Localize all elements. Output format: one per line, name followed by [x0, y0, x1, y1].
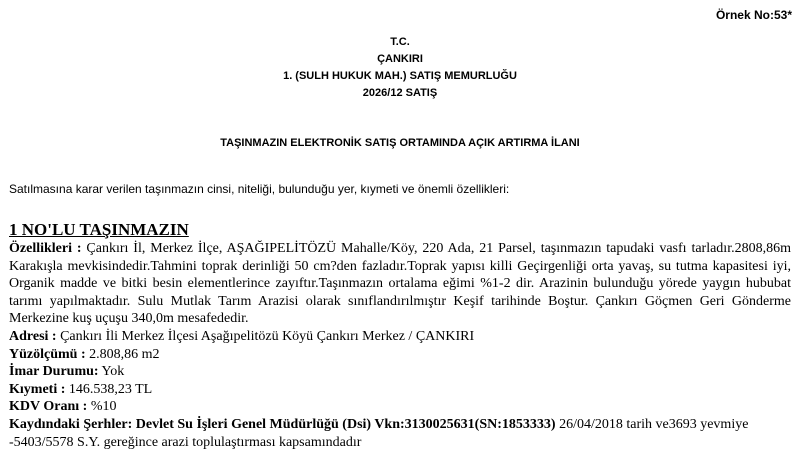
address-value: Çankırı İli Merkez İlçesi Aşağıpelitözü Köyü Çankırı Merkez / ÇANKIRI: [56, 328, 475, 344]
encumbrance-holder: Devlet Su İşleri Genel Müdürlüğü (Dsi) Vkn:3130025631(SN:1853333): [132, 416, 556, 432]
header-office: 1. (SULH HUKUK MAH.) SATIŞ MEMURLUĞU: [283, 70, 517, 82]
encumbrance-label: Kaydındaki Şerhler:: [9, 416, 133, 432]
property-area: [9, 346, 791, 364]
features-label: Özellikleri :: [9, 241, 82, 256]
property-encumbrances: [9, 416, 791, 450]
zoning-value: Yok: [98, 364, 125, 380]
property-features: [9, 240, 791, 328]
vat-value: %10: [87, 399, 117, 415]
zoning-label: İmar Durumu:: [9, 364, 99, 380]
property-value: [9, 381, 791, 399]
property-vat: [9, 398, 791, 416]
intro-text: Satılmasına karar verilen taşınmazın cinsi, niteliği, bulunduğu yer, kıymeti ve önemli özellikleri:: [9, 182, 510, 196]
sample-number: Örnek No:53*: [715, 8, 792, 22]
value-amount: 146.538,23 TL: [65, 381, 153, 397]
property-zoning: [9, 363, 791, 381]
address-label: Adresi :: [9, 328, 57, 344]
area-label: Yüzölçümü :: [9, 346, 86, 362]
header-city: ÇANKIRI: [377, 53, 423, 65]
header-state: T.C.: [390, 36, 410, 48]
header-file-number: 2026/12 SATIŞ: [362, 87, 438, 99]
property-section: [9, 219, 791, 450]
area-value: 2.808,86 m2: [85, 346, 160, 362]
encumbrance-text: 26/04/2018 tarih ve3693 yevmiye -5403/5578 S.Y. gereğince arazi toplulaştırması kapsamındadır: [9, 416, 749, 450]
property-address: [9, 328, 791, 346]
notice-title: TAŞINMAZIN ELEKTRONİK SATIŞ ORTAMINDA AÇIK ARTIRMA İLANI: [220, 137, 580, 149]
features-text: Çankırı İl, Merkez İlçe, AŞAĞIPELİTÖZÜ Mahalle/Köy, 220 Ada, 21 Parsel, taşınmazın tapudaki vasfı tarladır.2808,86m Karakışla mevkisindedir.Tahmini toprak derinliği 50 cm?den fazladır.Toprak yapısı killi Geçirgenliği orta yavaş, su tutma kapasitesi iyi, Organik madde ve bitki besin elementlerince zayıftır.Taşınmazın ortalama eğimi %1-2 dir. Arazinin bulunduğu yörede yaygın hububat tarımı yapılmaktadır. Sulu Mutlak Tarım Arazisi olarak sınıflandırılmıştır Keşif tarihinde Boştur. Çankırı Göçmen Geri Gönderme Merkezine kuş uçuşu 340,0m mesafededir.: [9, 241, 791, 327]
document-header: [0, 34, 800, 102]
value-label: Kıymeti :: [9, 381, 66, 397]
property-heading: 1 NO'LU TAŞINMAZIN: [9, 220, 189, 239]
vat-label: KDV Oranı :: [9, 399, 88, 415]
